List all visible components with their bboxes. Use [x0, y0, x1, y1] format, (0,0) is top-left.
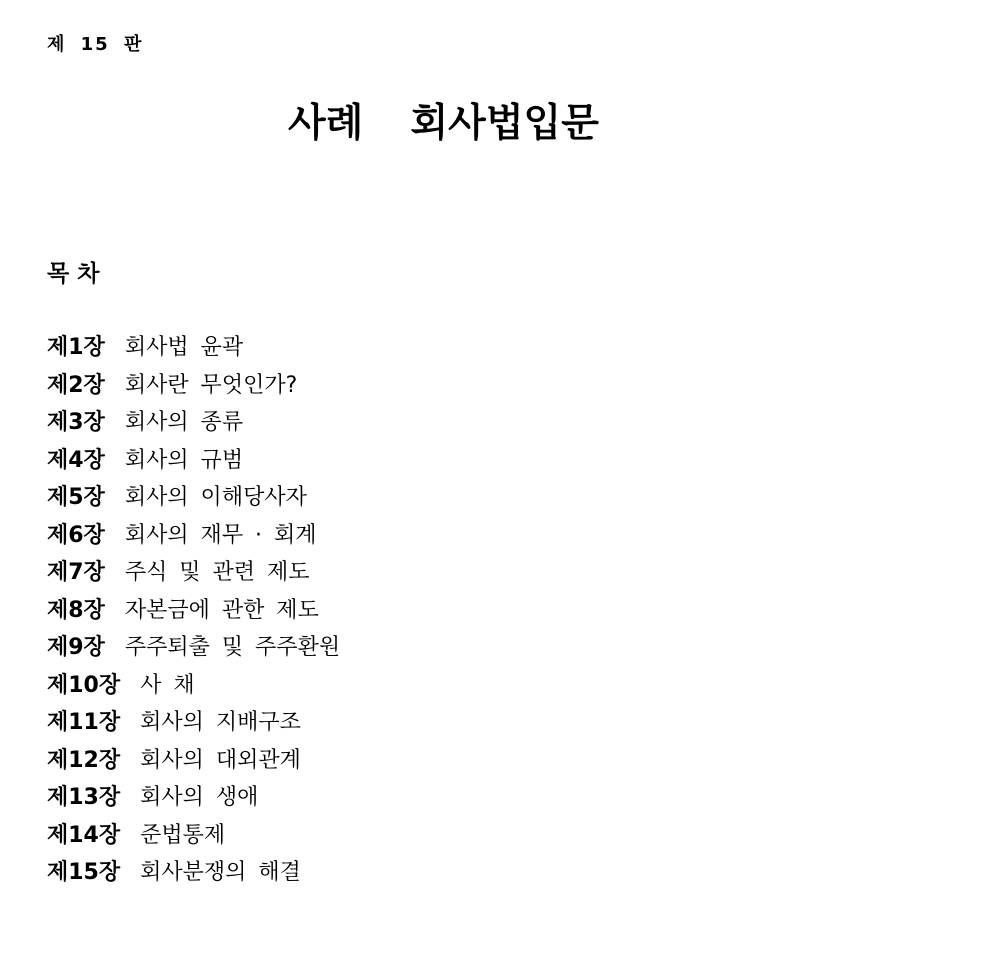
- toc-item-9: [47, 633, 340, 671]
- chapter-number: 제13장: [47, 785, 121, 810]
- book-title: 사례 회사법입문: [288, 101, 599, 146]
- toc-item-12: [47, 746, 340, 784]
- chapter-number: 제3장: [47, 410, 105, 435]
- chapter-title: 회사의 재무 · 회계: [124, 522, 317, 548]
- toc-item-5: [47, 483, 340, 521]
- chapter-title: 회사의 대외관계: [140, 747, 301, 773]
- toc-item-1: [47, 333, 340, 371]
- chapter-title: 자본금에 관한 제도: [124, 597, 319, 623]
- toc-item-10: [47, 671, 340, 709]
- chapter-title: 회사분쟁의 해결: [140, 860, 301, 885]
- toc-list: [47, 333, 340, 896]
- chapter-title: 주주퇴출 및 주주환원: [124, 635, 341, 660]
- toc-item-13: [47, 783, 340, 821]
- chapter-title: 회사법 윤곽: [124, 335, 244, 360]
- chapter-number: 제14장: [47, 822, 121, 848]
- chapter-title: 주식 및 관련 제도: [124, 560, 310, 585]
- chapter-title: 준법통제: [140, 822, 226, 848]
- chapter-number: 제5장: [47, 485, 105, 510]
- toc-item-4: [47, 446, 340, 484]
- chapter-number: 제9장: [47, 635, 105, 660]
- chapter-title: 회사의 규범: [124, 447, 244, 473]
- chapter-number: 제1장: [47, 335, 105, 360]
- chapter-number: 제7장: [47, 560, 105, 585]
- toc-heading: 목 차: [47, 261, 100, 287]
- edition-label: 제 15 판: [47, 34, 144, 55]
- toc-item-14: [47, 821, 340, 859]
- toc-item-15: [47, 858, 340, 896]
- chapter-title: 회사의 생애: [140, 785, 259, 810]
- chapter-number: 제15장: [47, 860, 121, 885]
- toc-item-6: [47, 521, 340, 559]
- chapter-number: 제2장: [47, 372, 105, 398]
- chapter-title: 사 채: [140, 672, 195, 698]
- chapter-title: 회사의 이해당사자: [124, 485, 307, 510]
- chapter-number: 제10장: [47, 672, 121, 698]
- chapter-number: 제6장: [47, 522, 105, 548]
- chapter-number: 제4장: [47, 447, 105, 473]
- chapter-title: 회사란 무엇인가?: [124, 372, 298, 398]
- chapter-number: 제11장: [47, 710, 121, 735]
- toc-item-7: [47, 558, 340, 596]
- toc-item-2: [47, 371, 340, 409]
- toc-item-11: [47, 708, 340, 746]
- chapter-title: 회사의 종류: [124, 410, 244, 435]
- toc-item-8: [47, 596, 340, 634]
- chapter-number: 제12장: [47, 747, 121, 773]
- chapter-number: 제8장: [47, 597, 105, 623]
- chapter-title: 회사의 지배구조: [140, 710, 301, 735]
- toc-item-3: [47, 408, 340, 446]
